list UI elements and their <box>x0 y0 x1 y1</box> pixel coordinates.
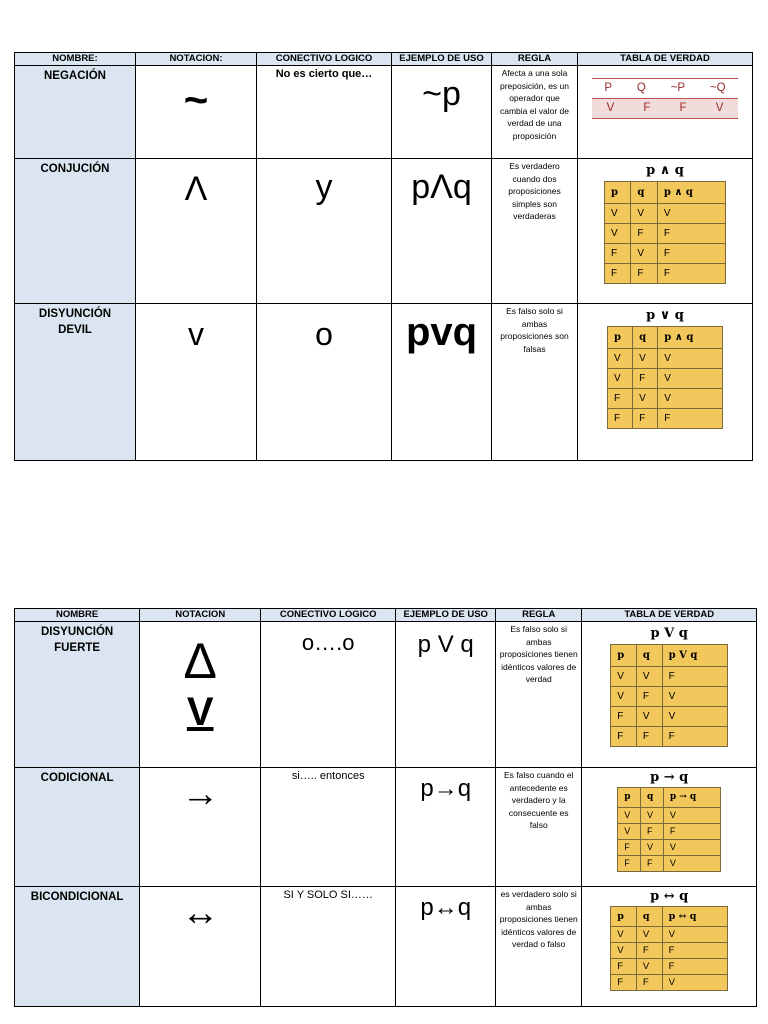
row-name: NEGACIÓN <box>15 66 136 159</box>
negation-truth-table <box>592 78 738 119</box>
rule-text: es verdadero solo si ambas proposiciones tienen idénticos valores de verdad o falso <box>496 887 582 1007</box>
header-example: EJEMPLO DE USO <box>396 609 496 622</box>
truth-table-title: p → q <box>650 770 689 785</box>
rule-text: Es falso solo si ambas proposiciones son falsas <box>492 304 578 461</box>
connective: o <box>315 316 333 352</box>
arrow-left-right-icon: ↔ <box>181 892 220 934</box>
truth-table: p q p → q V V V V F F F V V F F V <box>617 787 721 872</box>
underlined-v-symbol: V <box>186 690 214 734</box>
notation-symbol: v <box>188 316 204 352</box>
header-name: NOMBRE <box>15 609 140 622</box>
row-name: DISYUNCIÓN FUERTE <box>15 622 140 768</box>
logic-connectives-table-1 <box>14 52 753 461</box>
truth-table-row: V F F V <box>592 98 738 118</box>
notation-symbol: ~ <box>183 76 209 123</box>
header-rule: REGLA <box>496 609 582 622</box>
delta-symbol: Δ <box>183 633 217 689</box>
header-row <box>15 53 753 66</box>
truth-table-title: p ↔ q <box>650 889 689 904</box>
table-row <box>15 887 757 1007</box>
rule-text: Es falso solo si ambas proposiciones tienen idénticos valores de verdad <box>496 622 582 768</box>
table-row <box>15 159 753 304</box>
header-connective: CONECTIVO LOGICO <box>257 53 392 66</box>
truth-table: p q p ∧ q V V V V F V F V V F F F <box>607 326 723 429</box>
row-name: CODICIONAL <box>15 768 140 887</box>
usage-example: p V q <box>417 631 474 658</box>
row-name: BICONDICIONAL <box>15 887 140 1007</box>
header-row <box>15 609 757 622</box>
truth-table-title: p ∧ q <box>646 163 684 178</box>
usage-example: p↔q <box>420 894 472 921</box>
truth-table-title: p ∨ q <box>646 308 684 323</box>
connective: si….. entonces <box>291 770 365 782</box>
header-notation: NOTACION <box>140 609 261 622</box>
header-connective: CONECTIVO LOGICO <box>261 609 396 622</box>
connective: No es cierto que… <box>257 66 392 159</box>
header-example: EJEMPLO DE USO <box>392 53 492 66</box>
arrow-right-icon: → <box>181 773 220 815</box>
header-name: NOMBRE: <box>15 53 136 66</box>
usage-example: p→q <box>420 775 472 802</box>
header-notation: NOTACION: <box>136 53 257 66</box>
table-row <box>15 66 753 159</box>
usage-example: pΛq <box>411 168 472 206</box>
truth-table-header: P Q ~P ~Q <box>604 82 726 94</box>
rule-text: Afecta a una sola preposición, es un operador que cambia el valor de verdad de una proposición <box>492 66 578 159</box>
truth-table: p q p V q V V F V F V F V V F F F <box>610 644 728 747</box>
header-truth-table: TABLA DE VERDAD <box>582 609 757 622</box>
truth-table-title: p V q <box>650 626 688 641</box>
truth-table: p q p ↔ q V V V V F F F V F F F V <box>610 906 728 991</box>
header-rule: REGLA <box>492 53 578 66</box>
connective: y <box>315 168 333 206</box>
connective: o….o <box>301 630 355 655</box>
row-name: CONJUCIÓN <box>15 159 136 304</box>
connective: SI Y SOLO SI…… <box>283 889 373 901</box>
usage-example: pvq <box>405 310 478 354</box>
table-row <box>15 304 753 461</box>
table-row <box>15 768 757 887</box>
truth-table: p q p ∧ q V V V V F F F V F F F F <box>604 181 726 284</box>
rule-text: Es falso cuando el antecedente es verdadero y la consecuente es falso <box>496 768 582 887</box>
header-truth-table: TABLA DE VERDAD <box>578 53 753 66</box>
table-row <box>15 622 757 768</box>
logic-connectives-table-2 <box>14 608 757 1007</box>
rule-text: Es verdadero cuando dos proposiciones simples son verdaderas <box>492 159 578 304</box>
notation-symbol: Λ <box>184 170 208 208</box>
row-name: DISYUNCIÓN DEVIL <box>15 304 136 461</box>
usage-example: ~p <box>422 75 461 113</box>
